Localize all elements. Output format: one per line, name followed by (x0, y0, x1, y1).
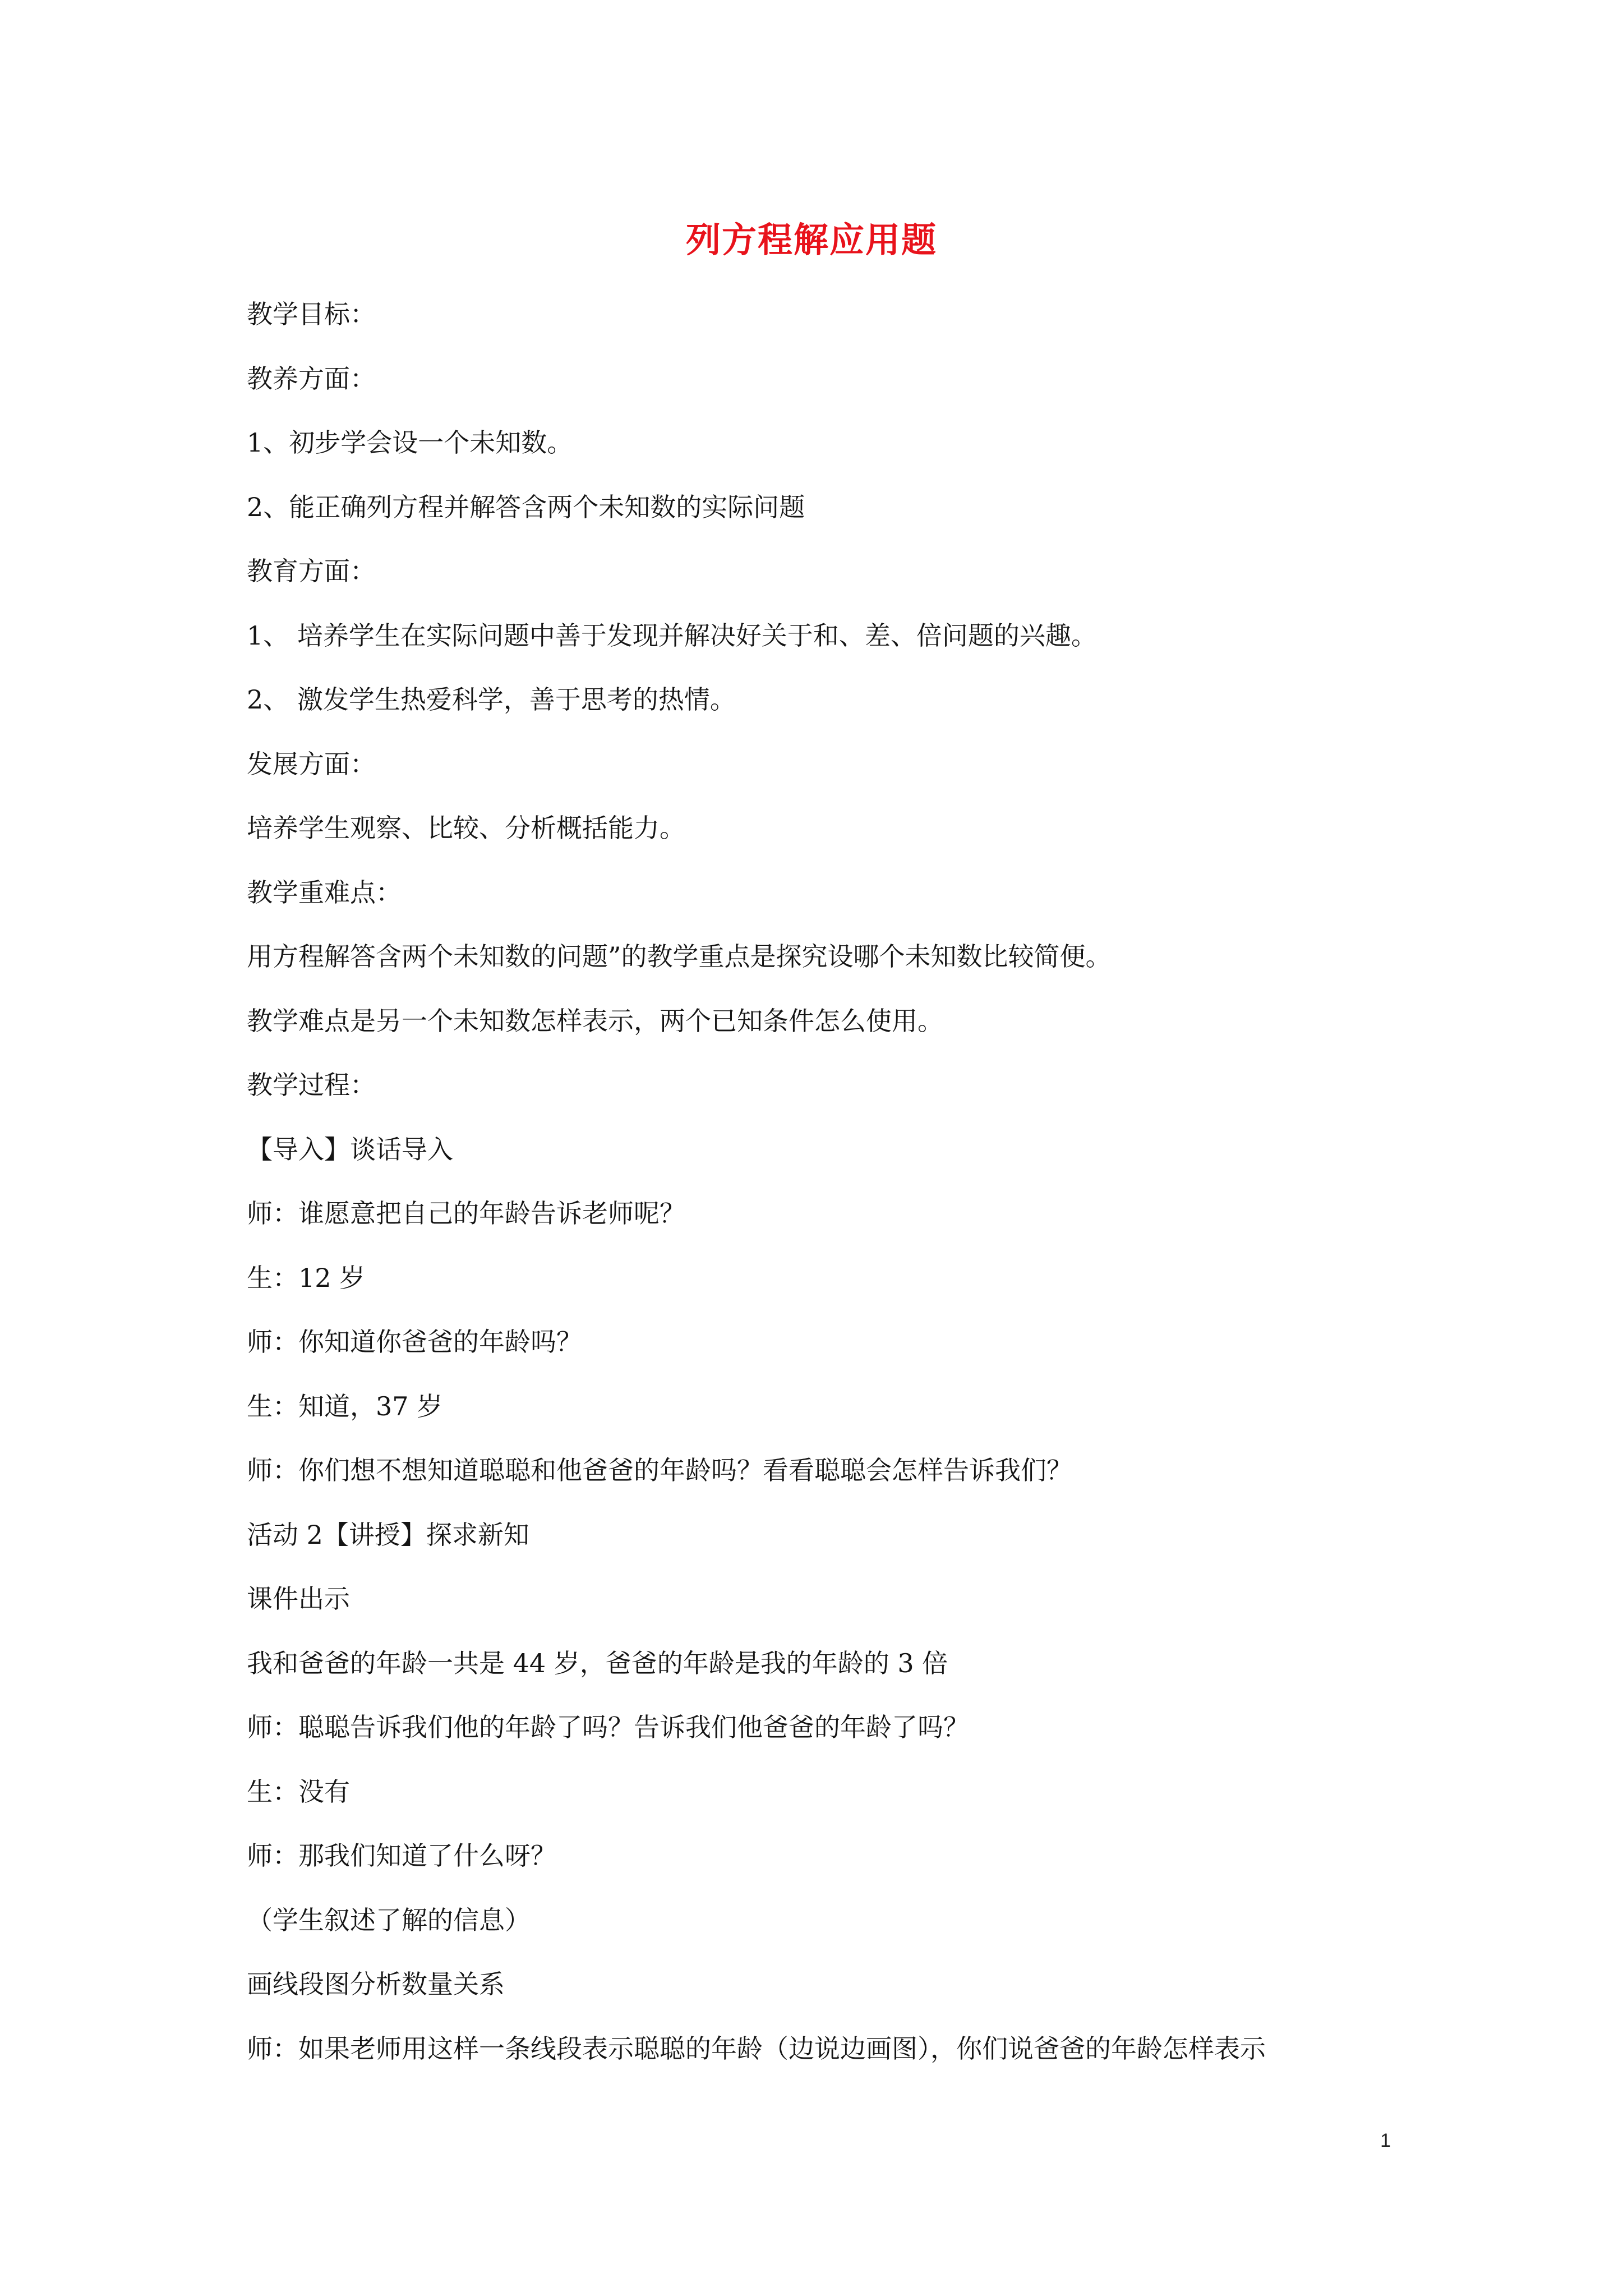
text-line-process-heading: 教学过程： (247, 1070, 376, 1100)
dialogue-line: 师：如果老师用这样一条线段表示聪聪的年龄（边说边画图），你们说爸爸的年龄怎样表示 (247, 2033, 1266, 2064)
text-line-difficult-point: 教学难点是另一个未知数怎样表示，两个已知条件怎么使用。 (247, 1005, 943, 1036)
text-line-goal-1: 1、初步学会设一个未知数。 (247, 427, 573, 458)
text-line-key-point: 用方程解答含两个未知数的问题”的教学重点是探究设哪个未知数比较简便。 (247, 941, 1112, 972)
dialogue-line: 师：你知道你爸爸的年龄吗？ (247, 1327, 582, 1357)
text-line-student-note: （学生叙述了解的信息） (247, 1904, 531, 1935)
document-title: 列方程解应用题 (685, 219, 937, 260)
page-number: 1 (1380, 2130, 1391, 2151)
dialogue-line: 师：谁愿意把自己的年龄告诉老师呢？ (247, 1198, 685, 1228)
dialogue-line: 师：你们想不想知道聪聪和他爸爸的年龄吗？看看聪聪会怎样告诉我们？ (247, 1455, 1072, 1485)
text-line-education-2: 2、 激发学生热爱科学，善于思考的热情。 (247, 684, 736, 715)
dialogue-line: 生：12 岁 (247, 1262, 366, 1293)
text-line-goal-2: 2、能正确列方程并解答含两个未知数的实际问题 (247, 491, 805, 522)
dialogue-line: 生：没有 (247, 1776, 350, 1807)
text-line-development-aspect: 发展方面： (247, 748, 376, 779)
text-line-courseware: 课件出示 (247, 1584, 350, 1614)
text-line-development-goal: 培养学生观察、比较、分析概括能力。 (247, 813, 685, 843)
text-line-education-1: 1、 培养学生在实际问题中善于发现并解决好关于和、差、倍问题的兴趣。 (247, 620, 1097, 651)
dialogue-line: 生：知道，37 岁 (247, 1391, 443, 1421)
document-body (247, 296, 1391, 2095)
text-line-knowledge-aspect: 教养方面： (247, 363, 376, 394)
dialogue-line: 师：聪聪告诉我们他的年龄了吗？告诉我们他爸爸的年龄了吗？ (247, 1712, 969, 1742)
text-line-introduction: 【导入】谈话导入 (247, 1134, 453, 1165)
text-line-education-aspect: 教育方面： (247, 556, 376, 586)
text-line-activity-2: 活动 2【讲授】探求新知 (247, 1519, 529, 1550)
text-line-key-points-heading: 教学重难点： (247, 877, 402, 908)
dialogue-line: 师：那我们知道了什么呀？ (247, 1841, 556, 1871)
text-line-line-diagram: 画线段图分析数量关系 (247, 1969, 505, 1999)
text-line-teaching-goals: 教学目标： (247, 299, 376, 329)
text-line-problem-statement: 我和爸爸的年龄一共是 44 岁，爸爸的年龄是我的年龄的 3 倍 (247, 1648, 948, 1678)
